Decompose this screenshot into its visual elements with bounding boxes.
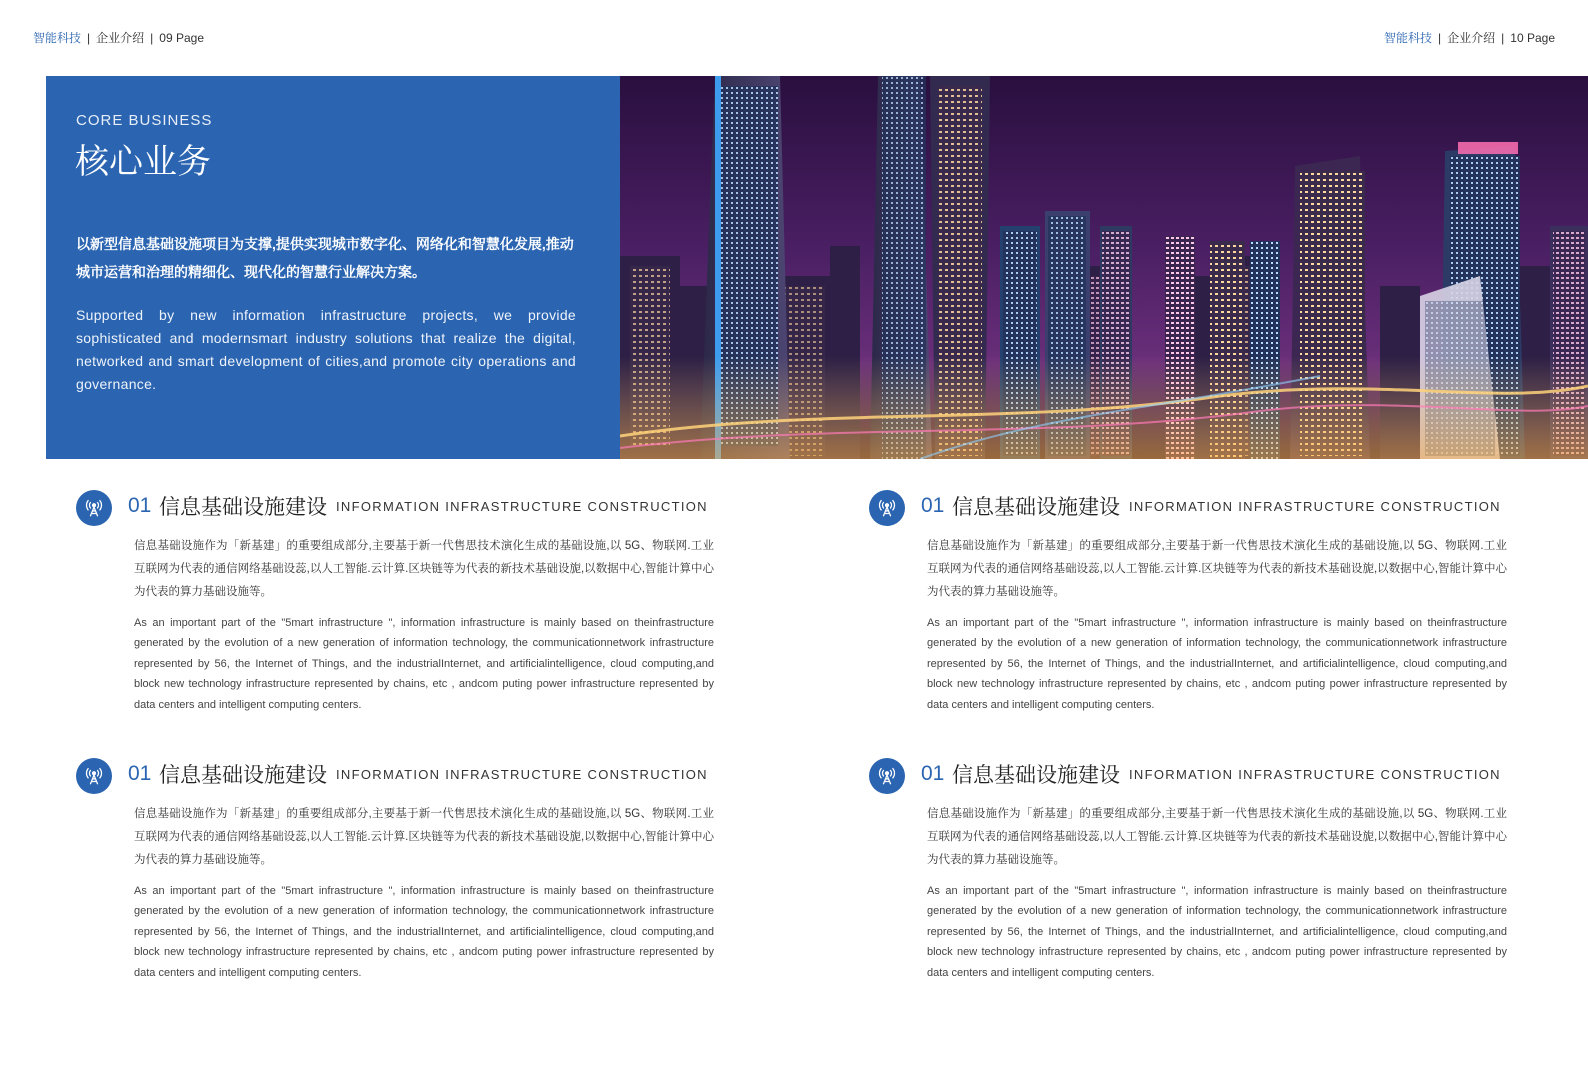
item-title-en: INFORMATION INFRASTRUCTURE CONSTRUCTION [1129,767,1501,782]
item-description-en: As an important part of the "5mart infrastructure ", information infrastructure is mainly based on theinfrastructure generated by the evolution of a new generation of information technology, the communicationnetwork infrastructure represented by 56, the Internet of Things, and the industrialInternet, and artificialintelligence, cloud computing,and block new technology infrastructure represented by chains, etc , andcom puting power infrastructure represented by data centers and intelligent computing centers. [134,617,714,711]
page-header-left [33,29,204,46]
radio-tower-icon [76,490,112,526]
header-page-number: 10 Page [1510,31,1555,45]
radio-tower-icon [869,758,905,794]
radio-tower-icon [869,490,905,526]
item-description-en: As an important part of the "5mart infrastructure ", information infrastructure is mainly based on theinfrastructure generated by the evolution of a new generation of information technology, the communicationnetwork infrastructure represented by 56, the Internet of Things, and the industrialInternet, and artificialintelligence, cloud computing,and block new technology infrastructure represented by chains, etc , andcom puting power infrastructure represented by data centers and intelligent computing centers. [134,885,714,979]
item-number: 01 [921,494,945,517]
item-description-en: As an important part of the "5mart infrastructure ", information infrastructure is mainly based on theinfrastructure generated by the evolution of a new generation of information technology, the communicationnetwork infrastructure represented by 56, the Internet of Things, and the industrialInternet, and artificialintelligence, cloud computing,and block new technology infrastructure represented by chains, etc , andcom puting power infrastructure represented by data centers and intelligent computing centers. [927,885,1507,979]
item-description-en: As an important part of the "5mart infrastructure ", information infrastructure is mainly based on theinfrastructure generated by the evolution of a new generation of information technology, the communicationnetwork infrastructure represented by 56, the Internet of Things, and the industrialInternet, and artificialintelligence, cloud computing,and block new technology infrastructure represented by chains, etc , andcom puting power infrastructure represented by data centers and intelligent computing centers. [927,617,1507,711]
header-divider: | [150,31,154,45]
header-brand: 智能科技 [33,31,82,45]
hero-eyebrow: CORE BUSINESS [76,112,213,129]
header-divider: | [1501,31,1505,45]
item-number: 01 [921,762,945,785]
item-description-zh: 信息基础设施作为「新基建」的重要组成部分,主要基于新一代售思技术演化生成的基础设施,以 5G、物联网.工业互联网为代表的通信网络基础设蕊,以人工智能.云计算.区块链等为代表的新技术基础设旎,以数据中心,智能计算中心为代表的算力基础设施等。 [134,808,714,866]
hero-summary-zh: 以新型信息基础设施项目为支撑,提供实现城市数字化、网络化和智慧化发展,推动城市运营和治理的精细化、现代化的智慧行业解决方案。 [76,236,574,280]
item-title-zh: 信息基础设施建设 [952,763,1120,787]
item-title-en: INFORMATION INFRASTRUCTURE CONSTRUCTION [1129,499,1501,514]
header-section: 企业介绍 [1447,31,1496,45]
hero-title: 核心业务 [75,142,211,182]
page-header-right [1384,29,1555,46]
item-title-en: INFORMATION INFRASTRUCTURE CONSTRUCTION [336,767,708,782]
item-title-zh: 信息基础设施建设 [159,495,327,519]
header-section: 企业介绍 [96,31,145,45]
hero-summary-en: Supported by new information infrastructure projects, we provide sophisticated and modernsmart industry solutions that realize the digital, networked and smart development of cities,and promote city operations and governance. [76,307,576,392]
item-title-zh: 信息基础设施建设 [952,495,1120,519]
header-divider: | [1438,31,1442,45]
item-description-zh: 信息基础设施作为「新基建」的重要组成部分,主要基于新一代售思技术演化生成的基础设施,以 5G、物联网.工业互联网为代表的通信网络基础设蕊,以人工智能.云计算.区块链等为代表的新技术基础设旎,以数据中心,智能计算中心为代表的算力基础设施等。 [134,540,714,598]
item-number: 01 [128,762,152,785]
header-brand: 智能科技 [1384,31,1433,45]
city-skyline-image [620,76,1588,459]
radio-tower-icon [76,758,112,794]
header-divider: | [87,31,91,45]
item-description-zh: 信息基础设施作为「新基建」的重要组成部分,主要基于新一代售思技术演化生成的基础设施,以 5G、物联网.工业互联网为代表的通信网络基础设蕊,以人工智能.云计算.区块链等为代表的新技术基础设旎,以数据中心,智能计算中心为代表的算力基础设施等。 [927,540,1507,598]
item-title-zh: 信息基础设施建设 [159,763,327,787]
hero-panel [46,76,620,459]
item-title-en: INFORMATION INFRASTRUCTURE CONSTRUCTION [336,499,708,514]
item-number: 01 [128,494,152,517]
item-description-zh: 信息基础设施作为「新基建」的重要组成部分,主要基于新一代售思技术演化生成的基础设施,以 5G、物联网.工业互联网为代表的通信网络基础设蕊,以人工智能.云计算.区块链等为代表的新技术基础设旎,以数据中心,智能计算中心为代表的算力基础设施等。 [927,808,1507,866]
header-page-number: 09 Page [159,31,204,45]
